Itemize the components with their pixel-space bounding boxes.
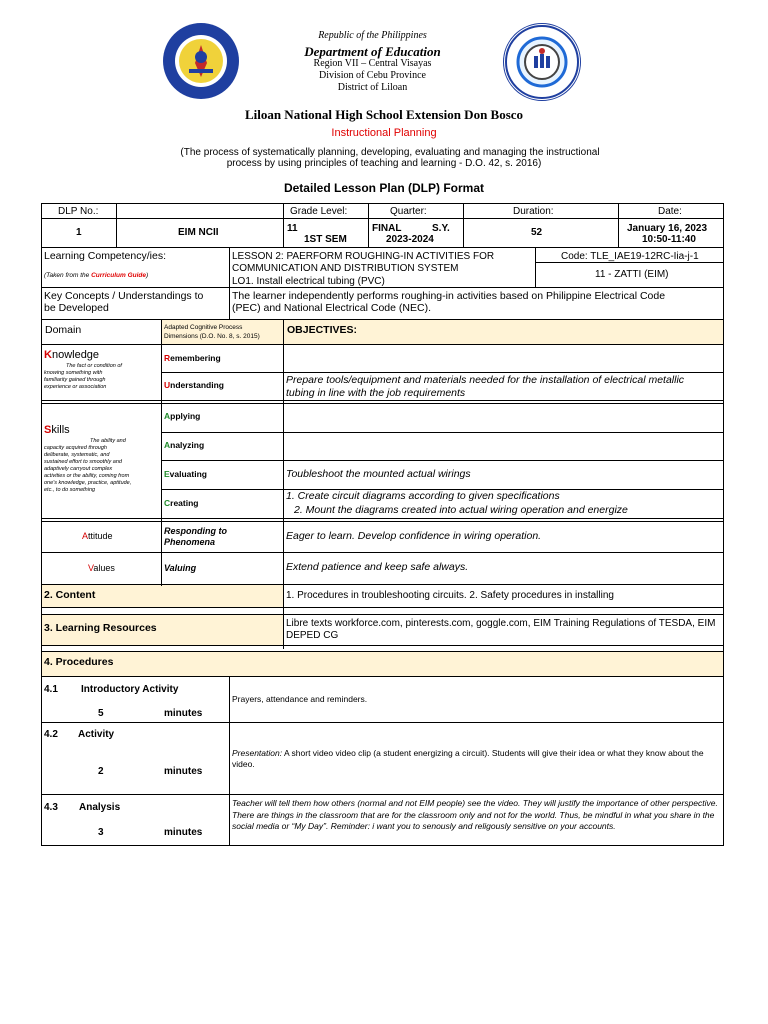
knowledge-desc-4: experience or association <box>44 384 107 390</box>
subject-value: EIM NCII <box>178 227 219 238</box>
skills-desc-4: sustained effort to smoothly and <box>44 459 122 465</box>
objectives-label: OBJECTIVES: <box>287 324 358 336</box>
procedure-minutes-label: minutes <box>164 827 203 838</box>
region-label: Region VII – Central Visayas <box>313 58 432 69</box>
semester-value: 1ST SEM <box>304 234 347 245</box>
procedure-text: Teacher will tell them how others (normal and not EIM people) see the video. They will justify the importance of other perspective. There are things in the classroom that are for the classroom only and not for the world. Thus, be mindful in what you share in the social media or “My Day”. Reminder: i want you to senously and religously sensitive on your accounts. <box>232 798 718 831</box>
deped-seal-graphic <box>163 23 239 99</box>
understanding-first-letter: U <box>164 380 171 390</box>
sy-label: S.Y. <box>432 223 450 234</box>
grade-level-label: Grade Level: <box>290 206 348 217</box>
attitude-level-1: Responding to <box>164 526 227 536</box>
planning-desc-2: process by using principles of teaching and learning - D.O. 42, s. 2016) <box>226 158 542 169</box>
knowledge-desc-1: The fact or condition of <box>66 363 122 369</box>
dlp-no-label: DLP No.: <box>58 206 99 217</box>
understanding-objective-2: tubing in line with the job requirements <box>286 387 466 399</box>
skills-desc-2: capacity acquired through <box>44 445 107 451</box>
attitude-level-2: Phenomena <box>164 537 216 547</box>
department-label: Department of Education <box>304 44 441 59</box>
key-concepts-label-1: Key Concepts / Understandings to <box>44 290 204 302</box>
skills-desc-8: etc., to do something <box>44 487 96 493</box>
competency-code: Code: TLE_IAE19-12RC-Iia-j-1 <box>561 251 699 262</box>
procedure-text <box>232 748 718 770</box>
analyzing-rest: nalyzing <box>170 440 205 450</box>
sy-value: 2023-2024 <box>386 234 434 245</box>
resources-text-1: Libre texts workforce.com, pinterests.com, goggle.com, EIM Training Regulations of TESDA, EIM <box>286 618 716 629</box>
skills-title <box>44 425 70 436</box>
attitude-first-letter: A <box>82 531 89 541</box>
duration-value: 52 <box>531 227 543 238</box>
domain-label: Domain <box>45 324 82 336</box>
district-label: District of Liloan <box>337 82 408 93</box>
attitude-objective: Eager to learn. Develop confidence in wiring operation. <box>286 530 542 542</box>
evaluating-objective: Toubleshoot the mounted actual wirings <box>286 468 471 480</box>
presentation-text: A short video video clip (a student energizing a circuit). Students will give their idea or what they know about the video. <box>232 748 704 769</box>
creating-label <box>164 498 198 509</box>
understanding-label <box>164 380 224 391</box>
understanding-rest: nderstanding <box>170 380 224 390</box>
values-first-letter: V <box>88 563 94 573</box>
procedure-title: Activity <box>78 729 115 740</box>
planning-desc-1: (The process of systematically planning, developing, evaluating and managing the instructional <box>180 147 600 158</box>
key-concepts-label-2: be Developed <box>44 302 109 314</box>
grade-value: 11 <box>287 223 298 234</box>
lesson-title-2: COMMUNICATION AND DISTRIBUTION SYSTEM <box>232 263 459 274</box>
skills-desc-7: one's knowledge, practice, aptitude, <box>44 480 132 486</box>
skills-first-letter: S <box>44 424 52 436</box>
remembering-label <box>164 353 221 364</box>
republic-label: Republic of the Philippines <box>318 30 427 41</box>
procedure-minutes-value: 3 <box>98 827 104 838</box>
taken-close-text: ) <box>146 272 149 279</box>
evaluating-first-letter: E <box>164 469 170 479</box>
applying-first-letter: A <box>164 411 171 421</box>
format-title: Detailed Lesson Plan (DLP) Format <box>283 181 485 195</box>
remembering-first-letter: R <box>164 353 171 363</box>
procedures-row-fill <box>42 651 723 676</box>
attitude-title <box>82 531 113 542</box>
understanding-objective-1: Prepare tools/equipment and materials needed for the installation of electrical metallic <box>286 374 685 386</box>
quarter-value: FINAL <box>372 223 402 234</box>
curriculum-guide-text: Curriculum Guide <box>91 272 146 279</box>
values-objective: Extend patience and keep safe always. <box>286 561 469 573</box>
procedure-text: Prayers, attendance and reminders. <box>232 694 368 704</box>
skills-desc-5: adaptively carryout complex <box>44 466 113 472</box>
knowledge-desc-2: knowing something with <box>44 370 103 376</box>
domain-row-fill <box>161 319 723 344</box>
procedure-number: 4.3 <box>44 802 58 813</box>
school-seal <box>503 23 581 101</box>
planning-title: Instructional Planning <box>331 127 437 139</box>
procedures-label: 4. Procedures <box>44 656 114 668</box>
resources-label: 3. Learning Resources <box>44 622 157 634</box>
procedure-title: Introductory Activity <box>81 684 179 695</box>
skills-desc-3: deliberate, systematic, and <box>44 452 110 458</box>
attitude-rest: ttitude <box>88 531 113 541</box>
procedure-title: Analysis <box>79 802 121 813</box>
skills-rest: kills <box>51 424 70 436</box>
resources-text-2: DEPED CG <box>286 630 339 641</box>
date-label: Date: <box>658 206 682 217</box>
procedure-minutes-label: minutes <box>164 708 203 719</box>
dlp-no-value: 1 <box>76 227 82 238</box>
procedure-number: 4.2 <box>44 729 58 740</box>
date-value: January 16, 2023 <box>627 223 708 234</box>
applying-label <box>164 411 200 422</box>
procedure-minutes-value: 2 <box>98 766 104 777</box>
skills-desc-1: The ability and <box>90 438 126 444</box>
knowledge-rest: nowledge <box>51 349 100 361</box>
division-label: Division of Cebu Province <box>319 70 426 81</box>
procedure-number: 4.1 <box>44 684 58 695</box>
time-value: 10:50-11:40 <box>642 234 696 245</box>
remembering-rest: emembering <box>170 353 221 363</box>
knowledge-first-letter: K <box>44 349 52 361</box>
creating-objective-1: 1. Create circuit diagrams according to given specifications <box>286 490 560 502</box>
procedure-minutes-value: 5 <box>98 708 104 719</box>
deped-seal <box>163 23 239 99</box>
lesson-lo1: LO1. Install electrical tubing (PVC) <box>232 276 385 287</box>
lesson-title-1: LESSON 2: PAERFORM ROUGHING-IN ACTIVITIES FOR <box>232 251 495 262</box>
taken-from-note <box>44 270 148 281</box>
values-level: Valuing <box>164 563 197 573</box>
section-value: 11 - ZATTI (EIM) <box>595 269 669 280</box>
duration-label: Duration: <box>513 206 554 217</box>
acpd-label-2: Dimensions (D.O. No. 8, s. 2015) <box>164 333 260 340</box>
school-seal-graphic <box>504 24 580 100</box>
content-label: 2. Content <box>44 589 96 601</box>
taken-from-text: (Taken from the <box>44 272 92 279</box>
creating-objective-2: 2. Mount the diagrams created into actual wiring operation and energize <box>294 504 628 516</box>
applying-rest: pplying <box>170 411 201 421</box>
values-title <box>88 563 115 574</box>
quarter-label: Quarter: <box>390 206 427 217</box>
skills-desc-6: activities or the ability, coming from <box>44 473 130 479</box>
analyzing-label <box>164 440 204 451</box>
evaluating-label <box>164 469 207 480</box>
knowledge-desc-3: familiarity gained through <box>44 377 106 383</box>
analyzing-first-letter: A <box>164 440 171 450</box>
knowledge-title <box>44 350 99 361</box>
acpd-label-1: Adapted Cognitive Process <box>164 324 243 331</box>
content-text: 1. Procedures in troubleshooting circuits. 2. Safety procedures in installing <box>286 590 614 601</box>
school-name: Liloan National High School Extension Don Bosco <box>244 107 524 122</box>
procedure-minutes-label: minutes <box>164 766 203 777</box>
presentation-label: Presentation: <box>232 748 283 758</box>
competency-label: Learning Competency/ies: <box>44 250 166 262</box>
values-rest: alues <box>93 563 115 573</box>
key-concepts-text-1: The learner independently performs roughing-in activities based on Philippine Electrical Code <box>232 290 666 302</box>
evaluating-rest: valuating <box>169 469 207 479</box>
creating-rest: reating <box>170 498 199 508</box>
creating-first-letter: C <box>164 498 171 508</box>
key-concepts-text-2: (PEC) and National Electrical Code (NEC). <box>232 302 431 314</box>
